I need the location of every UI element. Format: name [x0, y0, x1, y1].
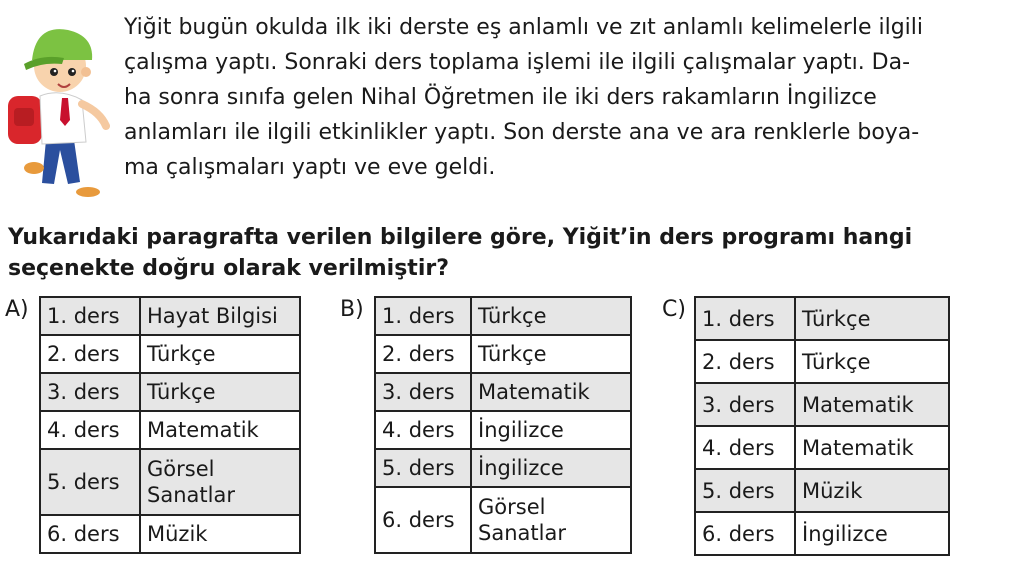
subject-line: Sanatlar: [147, 483, 235, 507]
subject-line: Görsel: [478, 495, 546, 519]
table-row: [375, 335, 631, 373]
story-paragraph: [124, 10, 954, 185]
lesson-cell: 4. ders: [375, 411, 471, 449]
subject-line: Sanatlar: [478, 521, 566, 545]
table-row: [375, 487, 631, 553]
paragraph-line: ma çalışmaları yaptı ve eve geldi.: [124, 155, 496, 180]
lesson-cell: 4. ders: [695, 426, 795, 469]
subject-line: Görsel: [147, 457, 215, 481]
table-row: [695, 383, 949, 426]
subject-cell: Türkçe: [471, 297, 631, 335]
lesson-cell: 5. ders: [40, 449, 140, 515]
table-row: [40, 335, 300, 373]
table-row: [375, 411, 631, 449]
subject-cell: [140, 449, 300, 515]
lesson-cell: 5. ders: [375, 449, 471, 487]
question-line: Yukarıdaki paragrafta verilen bilgilere göre, Yiğit’in ders programı hangi: [8, 225, 913, 250]
schedule-table: [39, 296, 301, 554]
table-row: [40, 515, 300, 553]
paragraph-line: çalışma yaptı. Sonraki ders toplama işlemi ile ilgili çalışmalar yaptı. Da-: [124, 50, 911, 75]
subject-cell: Türkçe: [471, 335, 631, 373]
subject-cell: Türkçe: [140, 335, 300, 373]
option-letter: A): [5, 297, 29, 322]
paragraph-line: ha sonra sınıfa gelen Nihal Öğretmen ile iki ders rakamların İngilizce: [124, 85, 877, 110]
subject-cell: Türkçe: [795, 340, 949, 383]
lesson-cell: 3. ders: [375, 373, 471, 411]
subject-cell: İngilizce: [471, 411, 631, 449]
subject-cell: Türkçe: [140, 373, 300, 411]
table-row: [40, 449, 300, 515]
lesson-cell: 1. ders: [375, 297, 471, 335]
lesson-cell: 6. ders: [695, 512, 795, 555]
subject-cell: Türkçe: [795, 297, 949, 340]
lesson-cell: 2. ders: [695, 340, 795, 383]
question-text: [8, 222, 1008, 284]
schedule-table: [374, 296, 632, 554]
question-line: seçenekte doğru olarak verilmiştir?: [8, 256, 449, 281]
lesson-cell: 1. ders: [40, 297, 140, 335]
cap-shape: [32, 29, 92, 60]
table-row: [695, 426, 949, 469]
lesson-cell: 2. ders: [375, 335, 471, 373]
lesson-cell: 3. ders: [695, 383, 795, 426]
table-row: [40, 411, 300, 449]
table-row: [695, 469, 949, 512]
table-row: [375, 297, 631, 335]
student-boy-illustration: [2, 8, 120, 198]
lesson-cell: 2. ders: [40, 335, 140, 373]
pants-shape: [42, 140, 80, 184]
table-row: [375, 373, 631, 411]
subject-cell: İngilizce: [795, 512, 949, 555]
table-row: [695, 512, 949, 555]
subject-cell: [471, 487, 631, 553]
option-letter: B): [340, 297, 364, 322]
table-row: [40, 373, 300, 411]
lesson-cell: 6. ders: [40, 515, 140, 553]
schedule-table: [694, 296, 950, 556]
table-row: [40, 297, 300, 335]
lesson-cell: 5. ders: [695, 469, 795, 512]
subject-cell: Matematik: [795, 383, 949, 426]
table-row: [695, 297, 949, 340]
subject-cell: Müzik: [140, 515, 300, 553]
subject-cell: Hayat Bilgisi: [140, 297, 300, 335]
subject-cell: Matematik: [471, 373, 631, 411]
lesson-cell: 4. ders: [40, 411, 140, 449]
subject-cell: Matematik: [140, 411, 300, 449]
lesson-cell: 3. ders: [40, 373, 140, 411]
paragraph-line: Yiğit bugün okulda ilk iki derste eş anlamlı ve zıt anlamlı kelimelerle ilgili: [124, 15, 924, 40]
subject-cell: Müzik: [795, 469, 949, 512]
subject-cell: Matematik: [795, 426, 949, 469]
lesson-cell: 1. ders: [695, 297, 795, 340]
lesson-cell: 6. ders: [375, 487, 471, 553]
option-letter: C): [662, 297, 686, 322]
table-row: [695, 340, 949, 383]
subject-cell: İngilizce: [471, 449, 631, 487]
paragraph-line: anlamları ile ilgili etkinlikler yaptı. Son derste ana ve ara renklerle boya-: [124, 120, 920, 145]
table-row: [375, 449, 631, 487]
